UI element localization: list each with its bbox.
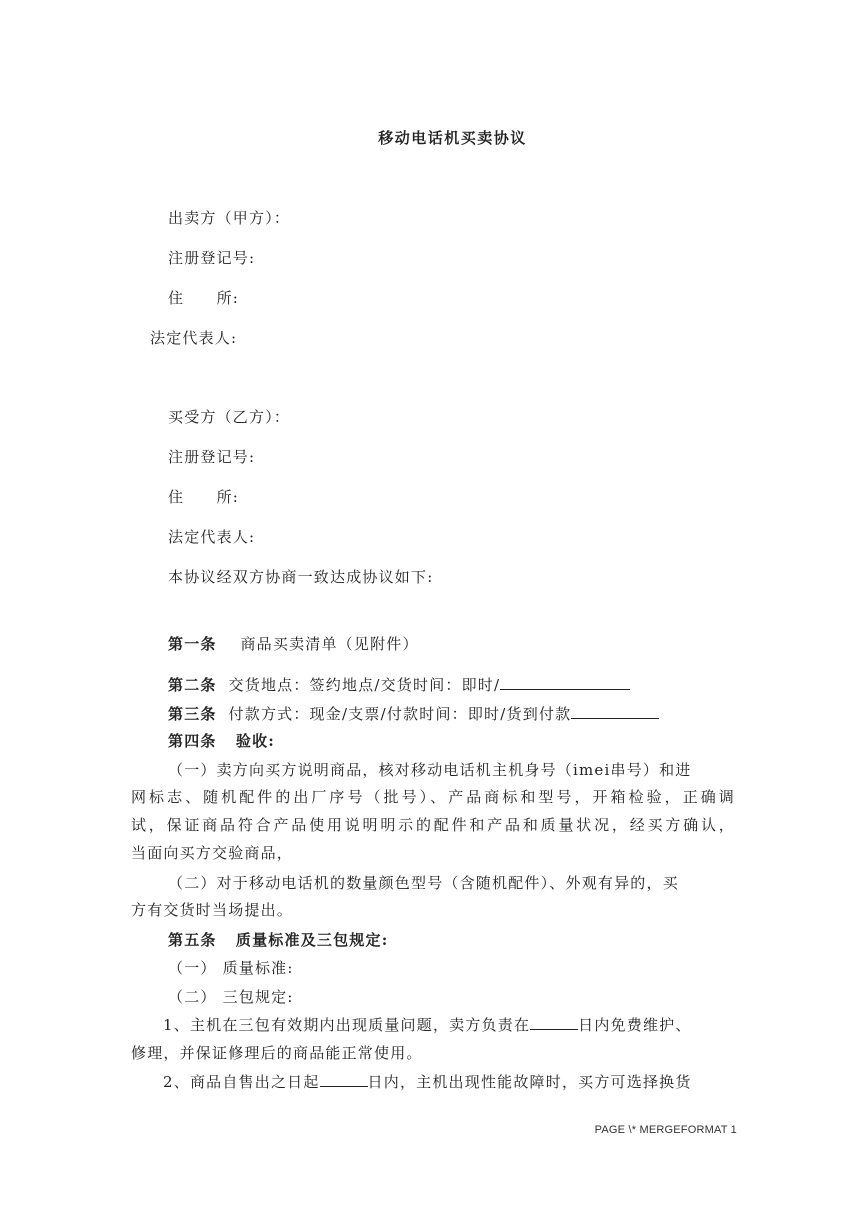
- item-2-text-b: 日内，主机出现性能故障时，买方可选择换货: [367, 1073, 692, 1091]
- article-5-quality-standard: （一） 质量标准:: [168, 959, 294, 977]
- article-4-label: 第四条: [168, 732, 217, 750]
- seller-reg-number: 注册登记号:: [168, 249, 256, 267]
- article-4-p1-line1: （一）卖方向买方说明商品，核对移动电话机主机身号（imei串号）和进: [168, 761, 692, 779]
- article-4-p1-line4: 当面向买方交验商品，: [131, 844, 294, 862]
- item-2-text-a: 2、商品自售出之日起: [163, 1073, 320, 1091]
- article-1: [168, 634, 419, 654]
- item-1-text-a: 1、主机在三包有效期内出现质量问题，卖方负责在: [163, 1016, 531, 1034]
- article-1-text: 商品买卖清单（见附件）: [240, 635, 419, 653]
- buyer-address: 住 所:: [168, 488, 240, 506]
- article-2-label: 第二条: [168, 676, 217, 694]
- article-4-p1-line3: 试，保证商品符合产品使用说明明示的配件和产品和质量状况，经买方确认，: [131, 816, 735, 834]
- article-2: [168, 675, 630, 695]
- article-3: [168, 704, 659, 724]
- article-4-title: 验收:: [235, 732, 276, 750]
- article-4-p1-line2: 网标志、随机配件的出厂序号（批号）、产品商标和型号，开箱检验，正确调: [131, 788, 735, 806]
- article-5-item-1-cont: 修理，并保证修理后的商品能正常使用。: [131, 1044, 423, 1062]
- seller-party: 出卖方（甲方）：: [168, 209, 291, 227]
- page-footer: PAGE \* MERGEFORMAT 1: [594, 1124, 737, 1136]
- article-4-p2-line2: 方有交货时当场提出。: [131, 901, 294, 919]
- article-5-heading: [168, 930, 388, 950]
- article-4-heading: [168, 731, 275, 751]
- buyer-legal-rep: 法定代表人:: [168, 528, 256, 546]
- article-5-title: 质量标准及三包规定:: [235, 931, 389, 949]
- article-5-label: 第五条: [168, 931, 217, 949]
- article-2-blank: [500, 675, 630, 690]
- article-5-item-2: [163, 1072, 692, 1092]
- seller-legal-rep: 法定代表人:: [150, 329, 238, 347]
- article-3-blank: [571, 704, 659, 719]
- item-2-blank: [320, 1072, 368, 1087]
- item-1-text-b: 日内免费维护、: [578, 1016, 692, 1034]
- seller-address: 住 所:: [168, 289, 240, 307]
- item-1-blank: [530, 1015, 578, 1030]
- article-5-three-guarantees: （二） 三包规定:: [168, 988, 294, 1006]
- article-4-p2-line1: （二）对于移动电话机的数量颜色型号（含随机配件）、外观有异的，买: [168, 874, 679, 892]
- article-1-label: 第一条: [168, 635, 217, 653]
- article-2-text: 交货地点：签约地点/交货时间：即时/: [228, 676, 501, 694]
- article-5-item-1: [163, 1015, 692, 1035]
- article-3-text: 付款方式：现金/支票/付款时间：即时/货到付款: [228, 705, 572, 723]
- article-3-label: 第三条: [168, 705, 217, 723]
- intro-text: 本协议经双方协商一致达成协议如下:: [168, 568, 434, 586]
- buyer-party: 买受方（乙方）：: [168, 408, 291, 426]
- document-title: 移动电话机买卖协议: [378, 129, 527, 147]
- buyer-reg-number: 注册登记号:: [168, 448, 256, 466]
